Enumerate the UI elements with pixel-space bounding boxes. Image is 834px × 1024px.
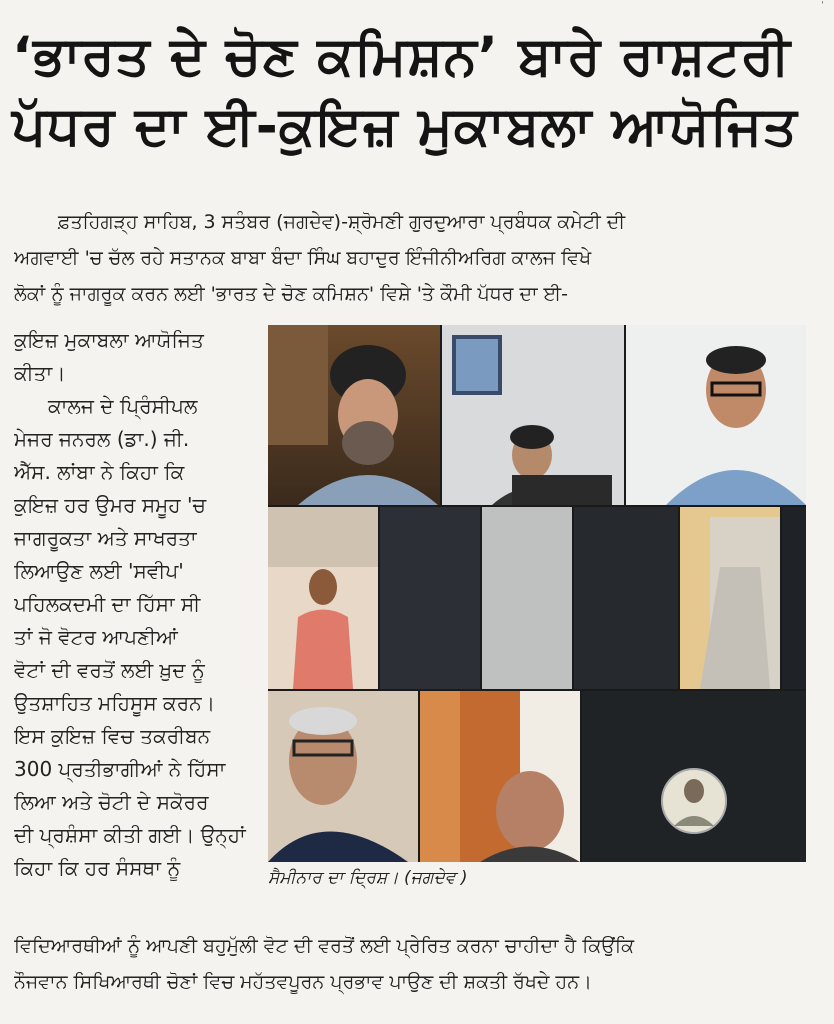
headline-line-1: ‘ਭਾਰਤ ਦੇ ਚੋਣ ਕਮਿਸ਼ਨ’ ਬਾਰੇ ਰਾਸ਼ਟਰੀ [12,26,791,87]
participant-tile [482,507,572,689]
participant-tile [442,325,624,505]
column-line: ਕੀਤਾ। [14,361,66,385]
column-line: ਕਿਹਾ ਕਿ ਹਰ ਸੰਸਥਾ ਨੂੰ [14,856,181,880]
participant-figure [420,691,580,862]
participant-figure [268,691,418,862]
column-line: 300 ਪ੍ਰਤੀਭਾਗੀਆਂ ਨੇ ਹਿੱਸਾ [14,757,226,781]
participant-tile [420,691,580,862]
page-corner-mark: ' [821,0,824,11]
article-headline [12,22,817,162]
closing-line: ਵਿਦਿਆਰਥੀਆਂ ਨੂੰ ਆਪਣੀ ਬਹੁਮੁੱਲੀ ਵੋਟ ਦੀ ਵਰਤੋਂ ਲਈ ਪ੍ਰੇਰਿਤ ਕਰਨਾ ਚਾਹੀਦਾ ਹੈ ਕਿਉਂਕਿ [14,935,635,957]
photo-caption: ਸੈਮੀਨਾਰ ਦਾ ਦ੍ਰਿਸ਼। (ਜਗਦੇਵ ) [268,868,468,888]
participant-figure [626,325,806,505]
column-line: ਇਸ ਕੁਇਜ਼ ਵਿਚ ਤਕਰੀਬਨ [14,724,211,748]
column-line: ਪਹਿਲਕਦਮੀ ਦਾ ਹਿੱਸਾ ਸੀ [14,592,201,616]
participant-tile [380,507,480,689]
video-conference-photo [268,325,806,862]
participant-figure [582,691,806,862]
column-line: ਤਾਂ ਜੋ ਵੋਟਰ ਆਪਣੀਆਂ [14,625,178,649]
participant-figure [680,507,780,689]
article-closing [14,928,819,1000]
participant-figure [268,507,378,689]
participant-figure [442,325,624,505]
article-intro [14,204,819,312]
intro-line: ਫ਼ਤਹਿਗੜ੍ਹ ਸਾਹਿਬ, 3 ਸਤੰਬਰ (ਜਗਦੇਵ)-ਸ਼੍ਰੋਮਣੀ ਗੁਰਦੁਆਰਾ ਪ੍ਰਬੰਧਕ ਕਮੇਟੀ ਦੀ [58,211,626,233]
column-line: ਜਾਗਰੂਕਤਾ ਅਤੇ ਸਾਖਰਤਾ [14,526,197,550]
participant-tile [574,507,678,689]
intro-line: ਲੋਕਾਂ ਨੂੰ ਜਾਗਰੂਕ ਕਰਨ ਲਈ 'ਭਾਰਤ ਦੇ ਚੋਣ ਕਮਿਸ਼ਨ' ਵਿਸ਼ੇ 'ਤੇ ਕੌਮੀ ਪੱਧਰ ਦਾ ਈ- [14,283,569,305]
article-column [14,324,264,885]
participant-tile [582,691,806,862]
column-line: ਮੇਜਰ ਜਨਰਲ (ਡਾ.) ਜੀ. [14,427,190,451]
closing-line: ਨੌਜਵਾਨ ਸਿਖਿਆਰਥੀ ਚੋਣਾਂ ਵਿਚ ਮਹੱਤਵਪੂਰਨ ਪ੍ਰਭਾਵ ਪਾਉਣ ਦੀ ਸ਼ਕਤੀ ਰੱਖਦੇ ਹਨ। [14,971,592,993]
participant-tile [680,507,780,689]
column-line: ਦੀ ਪ੍ਰਸ਼ੰਸਾ ਕੀਤੀ ਗਈ। ਉਨ੍ਹਾਂ [14,823,246,847]
participant-tile [626,325,806,505]
column-line: ਕੁਇਜ਼ ਮੁਕਾਬਲਾ ਆਯੋਜਿਤ [14,328,204,352]
column-line: ਵੋਟਾਂ ਦੀ ਵਰਤੋਂ ਲਈ ਖ਼ੁਦ ਨੂੰ [14,658,205,682]
participant-figure [268,325,440,505]
participant-tile [268,691,418,862]
column-line: ਕੁਇਜ਼ ਹਰ ਉਮਰ ਸਮੂਹ 'ਚ [14,493,206,517]
column-line: ਉਤਸ਼ਾਹਿਤ ਮਹਿਸੂਸ ਕਰਨ। [14,691,216,715]
column-line: ਲਿਆ ਅਤੇ ਚੋਟੀ ਦੇ ਸਕੋਰਰ [14,790,209,814]
column-line: ਐੱਸ. ਲਾਂਬਾ ਨੇ ਕਿਹਾ ਕਿ [14,460,185,484]
intro-line: ਅਗਵਾਈ 'ਚ ਚੱਲ ਰਹੇ ਸਤਾਨਕ ਬਾਬਾ ਬੰਦਾ ਸਿੰਘ ਬਹਾਦੁਰ ਇੰਜੀਨੀਅਰਿਗ ਕਾਲਜ ਵਿਖੇ [14,247,592,269]
participant-tile [268,507,378,689]
participant-tile [268,325,440,505]
column-line: ਕਾਲਜ ਦੇ ਪ੍ਰਿੰਸੀਪਲ [48,394,198,418]
headline-line-2: ਪੱਧਰ ਦਾ ਈ-ਕੁਇਜ਼ ਮੁਕਾਬਲਾ ਆਯੋਜਿਤ [12,96,798,157]
column-line: ਲਿਆਉਣ ਲਈ 'ਸਵੀਪ' [14,559,184,583]
participant-tile [782,507,806,689]
